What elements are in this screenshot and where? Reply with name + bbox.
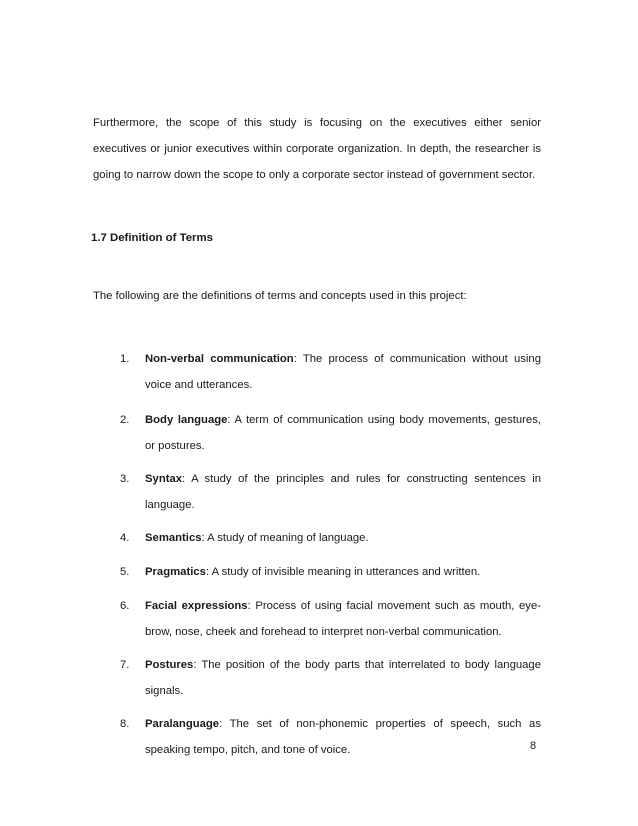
definition-term: Paralanguage	[145, 718, 220, 730]
definition-number: 6.	[120, 600, 130, 612]
definition-item	[0, 525, 638, 559]
section-heading: 1.7 Definition of Terms	[91, 232, 213, 244]
definition-number: 8.	[120, 718, 130, 730]
definitions-intro: The following are the definitions of terms and concepts used in this project:	[93, 290, 467, 302]
definition-item	[0, 346, 638, 407]
definition-term: Semantics	[145, 532, 202, 544]
definition-separator: :	[182, 473, 186, 485]
definition-number: 4.	[120, 532, 130, 544]
definition-term: Facial expressions	[145, 600, 248, 612]
definition-item	[0, 593, 638, 652]
scope-paragraph: Furthermore, the scope of this study is focusing on the executives either senior executives or junior executives within corporate organization. In depth, the researcher is going to narrow down the scope to only a corporate sector instead of government sector.	[93, 117, 541, 181]
definition-term: Postures	[145, 659, 194, 671]
definition-text: Process of using facial movement such as mouth, eye-brow, nose, cheek and forehead to interpret non-verbal communication.	[145, 600, 541, 638]
definition-term: Syntax	[145, 473, 183, 485]
definition-separator: :	[201, 532, 205, 544]
definition-number: 2.	[120, 414, 130, 426]
definition-separator: :	[205, 566, 210, 578]
definition-term: Body language	[145, 414, 228, 426]
definition-item	[0, 652, 638, 711]
definition-item	[0, 559, 638, 593]
definition-text: A term of communication using body movements, gestures, or postures.	[145, 414, 541, 452]
definition-separator: :	[193, 659, 197, 671]
definition-text: A study of the principles and rules for constructing sentences in language.	[145, 473, 541, 511]
definition-term: Non-verbal communication	[145, 353, 294, 365]
definition-number: 3.	[120, 473, 130, 485]
definition-text: A study of invisible meaning in utterances and written.	[209, 566, 481, 578]
definition-separator: :	[219, 718, 223, 730]
definition-number: 1.	[120, 353, 130, 365]
definition-text: The set of non-phonemic properties of speech, such as speaking tempo, pitch, and tone of voice.	[145, 718, 541, 756]
definition-separator: :	[293, 353, 297, 365]
definitions-list	[0, 346, 638, 763]
definition-term: Pragmatics	[145, 566, 206, 578]
definition-number: 7.	[120, 659, 130, 671]
definition-number: 5.	[120, 566, 130, 578]
definition-separator: :	[227, 414, 231, 426]
definition-separator: :	[247, 600, 251, 612]
definition-item	[0, 466, 638, 525]
definition-item	[0, 407, 638, 466]
definition-text: A study of meaning of language.	[204, 532, 369, 544]
page-number: 8	[530, 740, 537, 752]
definition-text: The position of the body parts that interrelated to body language signals.	[145, 659, 541, 697]
definition-text: The process of communication without using voice and utterances.	[145, 353, 541, 391]
definition-item	[0, 711, 638, 763]
